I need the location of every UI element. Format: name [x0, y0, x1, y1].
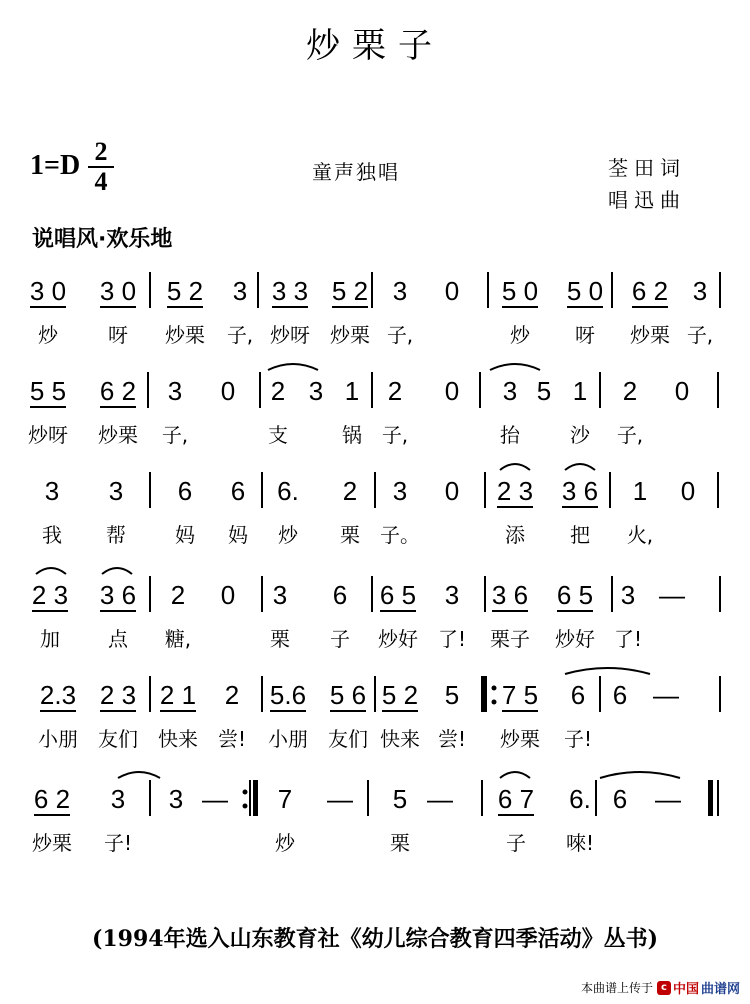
lyric-0-10: 炒栗	[630, 323, 670, 347]
slur-0	[268, 364, 318, 370]
lyric-1-7: 子,	[381, 423, 409, 447]
note-3-3: 0	[220, 580, 236, 610]
note-3-4: 3	[272, 580, 288, 610]
repeat-dot-0-1	[492, 700, 497, 705]
note-1-8: 0	[444, 376, 460, 406]
lyric-1-1: 炒栗	[98, 423, 138, 447]
lyric-0-8: 炒	[510, 323, 530, 347]
lyric-5-9: 唻!	[565, 831, 595, 855]
lyric-0-0: 炒	[38, 323, 58, 347]
lyric-4-5: 友们	[328, 727, 368, 751]
lyric-4-7: 尝!	[437, 727, 467, 751]
note-1-3: 0	[220, 376, 236, 406]
note-1-5: 3	[308, 376, 324, 406]
slur-8	[500, 772, 530, 778]
final-bar	[708, 780, 713, 816]
note-2-7: 0	[444, 476, 460, 506]
note-1-11: 1	[572, 376, 588, 406]
lyric-5-4: 炒	[275, 831, 295, 855]
lyric-4-6: 快来	[380, 727, 420, 751]
repeat-bar-0	[482, 676, 487, 712]
lyric-2-0: 我	[42, 523, 62, 547]
note-1-12: 2	[622, 376, 638, 406]
lyric-1-2: 子,	[161, 423, 189, 447]
lyric-2-3: 妈	[228, 523, 248, 547]
note-4-1: 2 3	[99, 680, 137, 710]
lyric-5-1: 子!	[103, 831, 133, 855]
note-5-5: —	[327, 784, 353, 814]
note-4-3: 2	[224, 680, 240, 710]
note-5-9: 6.	[569, 784, 591, 814]
upload-text: 本曲谱上传于	[580, 981, 653, 995]
note-5-8: 6 7	[497, 784, 535, 814]
slur-2	[500, 464, 530, 470]
footer-note: (1994年选入山东教育社《幼儿综合教育四季活动》丛书)	[91, 926, 659, 952]
lyric-0-5: 炒栗	[330, 323, 370, 347]
lyric-1-4: 支	[268, 423, 288, 447]
note-2-4: 6.	[277, 476, 299, 506]
key-signature: 1=D	[30, 150, 81, 181]
note-2-5: 2	[342, 476, 358, 506]
note-2-11: 0	[680, 476, 696, 506]
lyric-1-12: 子,	[616, 423, 644, 447]
logo-text: 中国	[672, 982, 699, 997]
lyric-3-5: 子	[330, 627, 350, 651]
note-5-6: 5	[392, 784, 408, 814]
lyric-0-6: 子,	[386, 323, 414, 347]
note-1-1: 6 2	[99, 376, 137, 406]
lyric-3-4: 栗	[270, 627, 290, 651]
lyric-4-4: 小朋	[268, 727, 308, 751]
lyric-0-4: 炒呀	[270, 323, 310, 347]
lyric-5-0: 炒栗	[32, 831, 72, 855]
lyric-5-6: 栗	[390, 831, 410, 855]
repeat-bar-1	[253, 780, 258, 816]
lyric-3-8: 栗子	[490, 627, 530, 651]
site-logo[interactable]	[657, 978, 740, 997]
lyric-0-9: 呀	[575, 323, 595, 347]
lyric-4-9: 子!	[563, 727, 593, 751]
note-3-9: 6 5	[556, 580, 594, 610]
lyric-5-8: 子	[506, 831, 526, 855]
slur-5	[102, 568, 132, 574]
lyric-4-8: 炒栗	[500, 727, 540, 751]
note-4-5: 5 6	[329, 680, 367, 710]
meter-top: 2	[94, 137, 108, 166]
lyric-4-3: 尝!	[217, 727, 247, 751]
composer-credit: 唱迅曲	[608, 188, 686, 212]
note-0-9: 5 0	[566, 276, 604, 306]
note-5-7: —	[427, 784, 453, 814]
lyric-0-11: 子,	[686, 323, 714, 347]
note-3-8: 3 6	[491, 580, 529, 610]
note-5-0: 6 2	[33, 784, 71, 814]
note-1-7: 2	[387, 376, 403, 406]
slur-6	[565, 668, 650, 674]
lyric-1-6: 锅	[342, 423, 362, 447]
note-3-1: 3 6	[99, 580, 137, 610]
note-5-2: 3	[168, 784, 184, 814]
note-0-11: 3	[692, 276, 708, 306]
lyric-3-6: 炒好	[378, 627, 418, 651]
note-5-4: 7	[277, 784, 293, 814]
performance-type: 童声独唱	[312, 160, 400, 184]
lyric-3-10: 了!	[613, 627, 643, 651]
lyric-0-3: 子,	[226, 323, 254, 347]
note-1-0: 5 5	[29, 376, 67, 406]
note-0-6: 3	[392, 276, 408, 306]
note-0-3: 3	[232, 276, 248, 306]
slur-3	[565, 464, 595, 470]
slur-7	[118, 772, 160, 778]
lyric-3-0: 加	[40, 627, 60, 651]
logo-site: 曲谱网	[700, 982, 740, 997]
lyric-3-2: 糖,	[164, 627, 192, 651]
lyric-4-0: 小朋	[38, 727, 78, 751]
upload-credit	[581, 978, 740, 997]
note-1-4: 2	[270, 376, 286, 406]
lyric-2-8: 添	[505, 523, 525, 547]
note-5-3: —	[202, 784, 228, 814]
note-1-2: 3	[167, 376, 183, 406]
slur-1	[490, 364, 540, 370]
lyric-1-11: 沙	[570, 423, 590, 447]
note-0-0: 3 0	[29, 276, 67, 306]
note-2-10: 1	[632, 476, 648, 506]
note-2-2: 6	[177, 476, 193, 506]
logo-mark-icon: c	[657, 981, 671, 995]
note-2-0: 3	[44, 476, 60, 506]
lyric-0-1: 呀	[108, 323, 128, 347]
note-1-10: 5	[536, 376, 552, 406]
lyric-2-1: 帮	[106, 523, 126, 547]
note-0-1: 3 0	[99, 276, 137, 306]
note-4-7: 5	[444, 680, 460, 710]
slur-9	[600, 772, 680, 778]
note-0-8: 5 0	[501, 276, 539, 306]
note-3-0: 2 3	[31, 580, 69, 610]
note-5-1: 3	[110, 784, 126, 814]
lyric-1-9: 抬	[500, 423, 520, 447]
note-3-6: 6 5	[379, 580, 417, 610]
note-0-5: 5 2	[331, 276, 369, 306]
lyric-4-2: 快来	[158, 727, 198, 751]
note-0-10: 6 2	[631, 276, 669, 306]
meter-bottom: 4	[94, 167, 108, 196]
note-2-8: 2 3	[496, 476, 534, 506]
note-4-6: 5 2	[381, 680, 419, 710]
note-1-6: 1	[344, 376, 360, 406]
lyric-2-10: 火,	[626, 523, 654, 547]
note-4-8: 7 5	[501, 680, 539, 710]
note-0-2: 5 2	[166, 276, 204, 306]
repeat-dot-1-1	[243, 804, 248, 809]
note-2-3: 6	[230, 476, 246, 506]
note-3-5: 6	[332, 580, 348, 610]
lyricist-credit: 荃田词	[608, 156, 686, 180]
note-3-10: 3	[620, 580, 636, 610]
slur-4	[36, 568, 66, 574]
note-5-10: 6	[612, 784, 628, 814]
note-2-6: 3	[392, 476, 408, 506]
note-4-10: 6	[612, 680, 628, 710]
repeat-dot-0-0	[492, 686, 497, 691]
note-2-9: 3 6	[561, 476, 599, 506]
tempo-marking: 说唱风·欢乐地	[32, 227, 173, 252]
note-1-9: 3	[502, 376, 518, 406]
lyric-3-9: 炒好	[555, 627, 595, 651]
lyric-2-2: 妈	[175, 523, 195, 547]
note-1-13: 0	[674, 376, 690, 406]
note-4-2: 2 1	[159, 680, 197, 710]
lyric-2-5: 栗	[340, 523, 360, 547]
note-4-0: 2.3	[39, 680, 77, 710]
note-0-4: 3 3	[271, 276, 309, 306]
note-3-7: 3	[444, 580, 460, 610]
lyric-2-4: 炒	[278, 523, 298, 547]
lyric-0-2: 炒栗	[165, 323, 205, 347]
note-3-2: 2	[170, 580, 186, 610]
lyric-1-0: 炒呀	[28, 423, 68, 447]
lyric-3-7: 了!	[437, 627, 467, 651]
song-title: 炒栗子	[306, 26, 444, 66]
note-2-1: 3	[108, 476, 124, 506]
note-5-11: —	[655, 784, 681, 814]
note-4-11: —	[653, 680, 679, 710]
note-4-4: 5.6	[269, 680, 307, 710]
note-3-11: —	[659, 580, 685, 610]
repeat-dot-1-0	[243, 790, 248, 795]
lyric-2-6: 子。	[380, 523, 420, 547]
note-4-9: 6	[570, 680, 586, 710]
lyric-4-1: 友们	[98, 727, 138, 751]
lyric-2-9: 把	[570, 523, 590, 547]
note-0-7: 0	[444, 276, 460, 306]
lyric-3-1: 点	[108, 627, 128, 651]
